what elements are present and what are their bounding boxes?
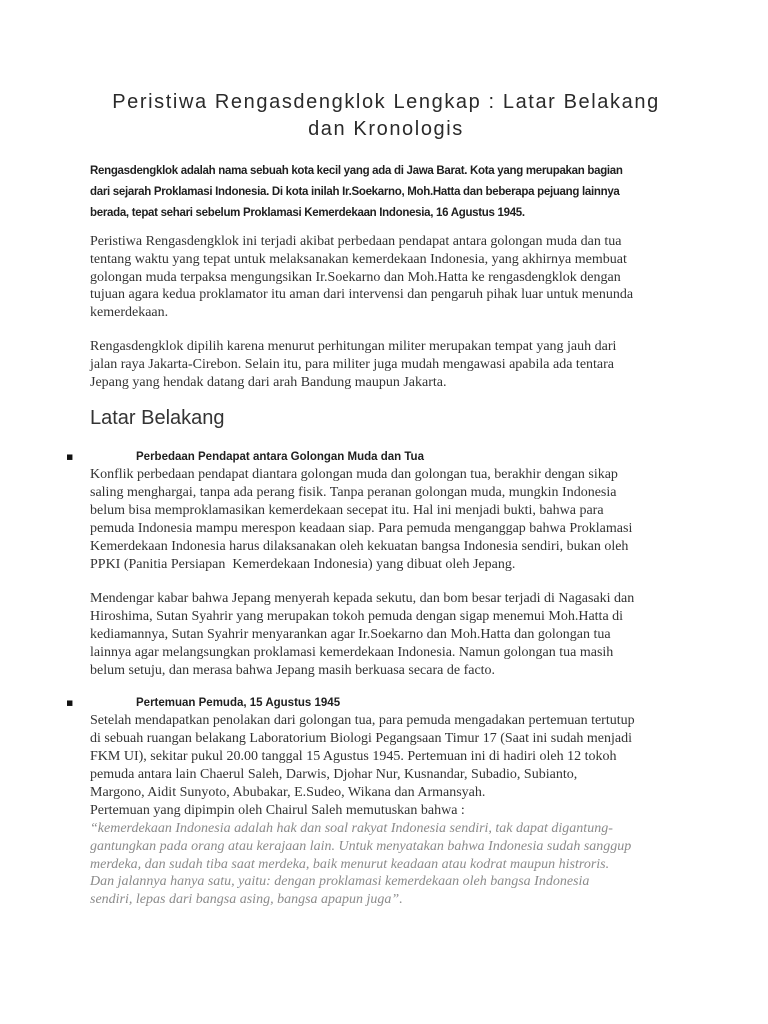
quote-line: Dan jalannya hanya satu, yaitu: dengan proklamasi kemerdekaan oleh bangsa Indonesia: [90, 874, 590, 890]
bullet-marker: ▪: [66, 450, 74, 463]
paragraph-line: kediamannya, Sutan Syahrir menyarankan agar Ir.Soekarno dan Moh.Hatta dan golongan tua: [90, 627, 611, 642]
title-line: dan Kronologis: [308, 118, 464, 140]
paragraph-line: Mendengar kabar bahwa Jepang menyerah kepada sekutu, dan bom besar terjadi di Nagasaki dan: [90, 591, 635, 606]
paragraph-line: belum bisa memproklamasikan kemerdekaan secepat itu. Hal ini menjadi bukti, bahwa para: [90, 503, 604, 518]
paragraph-line: Kemerdekaan Indonesia harus dilaksanakan oleh kekuatan bangsa Indonesia sendiri, bukan oleh: [90, 539, 629, 554]
paragraph-line: Konflik perbedaan pendapat diantara golongan muda dan golongan tua, berakhir dengan sikap: [90, 467, 618, 482]
paragraph-line: belum setuju, dan merasa bahwa Jepang masih berkuasa secara de facto.: [90, 663, 496, 678]
paragraph-line: Pertemuan yang dipimpin oleh Chairul Saleh memutuskan bahwa :: [90, 803, 465, 818]
intro-paragraph: [90, 161, 623, 224]
quote-line: gantungkan pada orang atau kerajaan lain. Untuk menyatakan bahwa Indonesia sudah sanggup: [90, 838, 632, 854]
paragraph-line: Rengasdengklok dipilih karena menurut perhitungan militer merupakan tempat yang jauh dari: [90, 339, 617, 354]
intro-line: Rengasdengklok adalah nama sebuah kota kecil yang ada di Jawa Barat. Kota yang merupakan bagian: [90, 165, 623, 177]
item-paragraph: [90, 712, 635, 820]
paragraph-line: Setelah mendapatkan penolakan dari golongan tua, para pemuda mengadakan pertemuan tertutup: [90, 713, 635, 728]
title-line: Peristiwa Rengasdengklok Lengkap : Latar Belakang: [112, 91, 660, 113]
paragraph-line: pemuda Indonesia mampu merespon keadaan siap. Para pemuda menganggap bahwa Proklamasi: [90, 521, 633, 536]
paragraph-line: PPKI (Panitia Persiapan Kemerdekaan Indonesia) yang dibuat oleh Jepang.: [90, 557, 516, 572]
paragraph-line: tentang waktu yang tepat untuk melaksanakan kemerdekaan Indonesia, yang akhirnya membuat: [90, 251, 627, 267]
paragraph-line: jalan raya Jakarta-Cirebon. Selain itu, para militer juga mudah mengawasi apabila ada tentara: [90, 357, 615, 372]
paragraph-line: Margono, Aidit Sunyoto, Abubakar, E.Sudeo, Wikana dan Armansyah.: [90, 785, 486, 800]
list-item-label: Pertemuan Pemuda, 15 Agustus 1945: [136, 697, 341, 709]
quote-line: merdeka, dan sudah tiba saat merdeka, baik menurut keadaan atau kodrat maupun histroris.: [90, 856, 610, 872]
paragraph-line: golongan muda terpaksa mengungsikan Ir.Soekarno dan Moh.Hatta ke rengasdengklok dengan: [90, 269, 621, 285]
paragraph-line: di sebuah ruangan belakang Laboratorium Biologi Pegangsaan Timur 17 (Saat ini sudah menjadi: [90, 731, 633, 746]
paragraph-line: Hiroshima, Sutan Syahrir yang merupakan tokoh pemuda dengan sigap menemui Moh.Hatta di: [90, 609, 624, 624]
intro-line: berada, tepat sehari sebelum Proklamasi Kemerdekaan Indonesia, 16 Agustus 1945.: [90, 207, 525, 219]
section-heading: Latar Belakang: [90, 407, 225, 429]
intro-line: dari sejarah Proklamasi Indonesia. Di kota inilah Ir.Soekarno, Moh.Hatta dan beberapa pejuang lainnya: [90, 186, 620, 198]
paragraph-line: tujuan agara kedua proklamator itu aman dari intervensi dan pengaruh pihak luar untuk menunda: [90, 287, 634, 303]
bullet-marker: ▪: [66, 696, 74, 709]
item-paragraph: [90, 466, 632, 574]
paragraph-line: pemuda antara lain Chaerul Saleh, Darwis, Djohar Nur, Kusnandar, Subadio, Subianto,: [90, 767, 578, 782]
paragraph-line: FKM UI), sekitar pukul 20.00 tanggal 15 Agustus 1945. Pertemuan ini di hadiri oleh 12 tokoh: [90, 749, 617, 764]
paragraph-line: saling menghargai, tanpa ada perang fisik. Tanpa peranan golongan muda, mungkin Indonesia: [90, 485, 617, 500]
paragraph-line: Jepang yang hendak datang dari arah Bandung maupun Jakarta.: [90, 375, 447, 390]
paragraph-line: kemerdekaan.: [90, 305, 169, 320]
quote-line: sendiri, lepas dari bangsa asing, bangsa apapun juga”.: [90, 892, 403, 908]
list-item-label: Perbedaan Pendapat antara Golongan Muda dan Tua: [136, 451, 424, 463]
item-paragraph: [90, 590, 634, 680]
body-paragraph: [90, 233, 633, 322]
page-title: [4, 89, 768, 143]
paragraph-line: lainnya agar melangsungkan proklamasi kemerdekaan Indonesia. Namun golongan tua masih: [90, 645, 614, 660]
body-paragraph: [90, 338, 616, 392]
blockquote: [90, 820, 631, 909]
paragraph-line: Peristiwa Rengasdengklok ini terjadi akibat perbedaan pendapat antara golongan muda dan tua: [90, 234, 622, 249]
quote-line: “kemerdekaan Indonesia adalah hak dan soal rakyat Indonesia sendiri, tak dapat digantung-: [90, 821, 613, 836]
